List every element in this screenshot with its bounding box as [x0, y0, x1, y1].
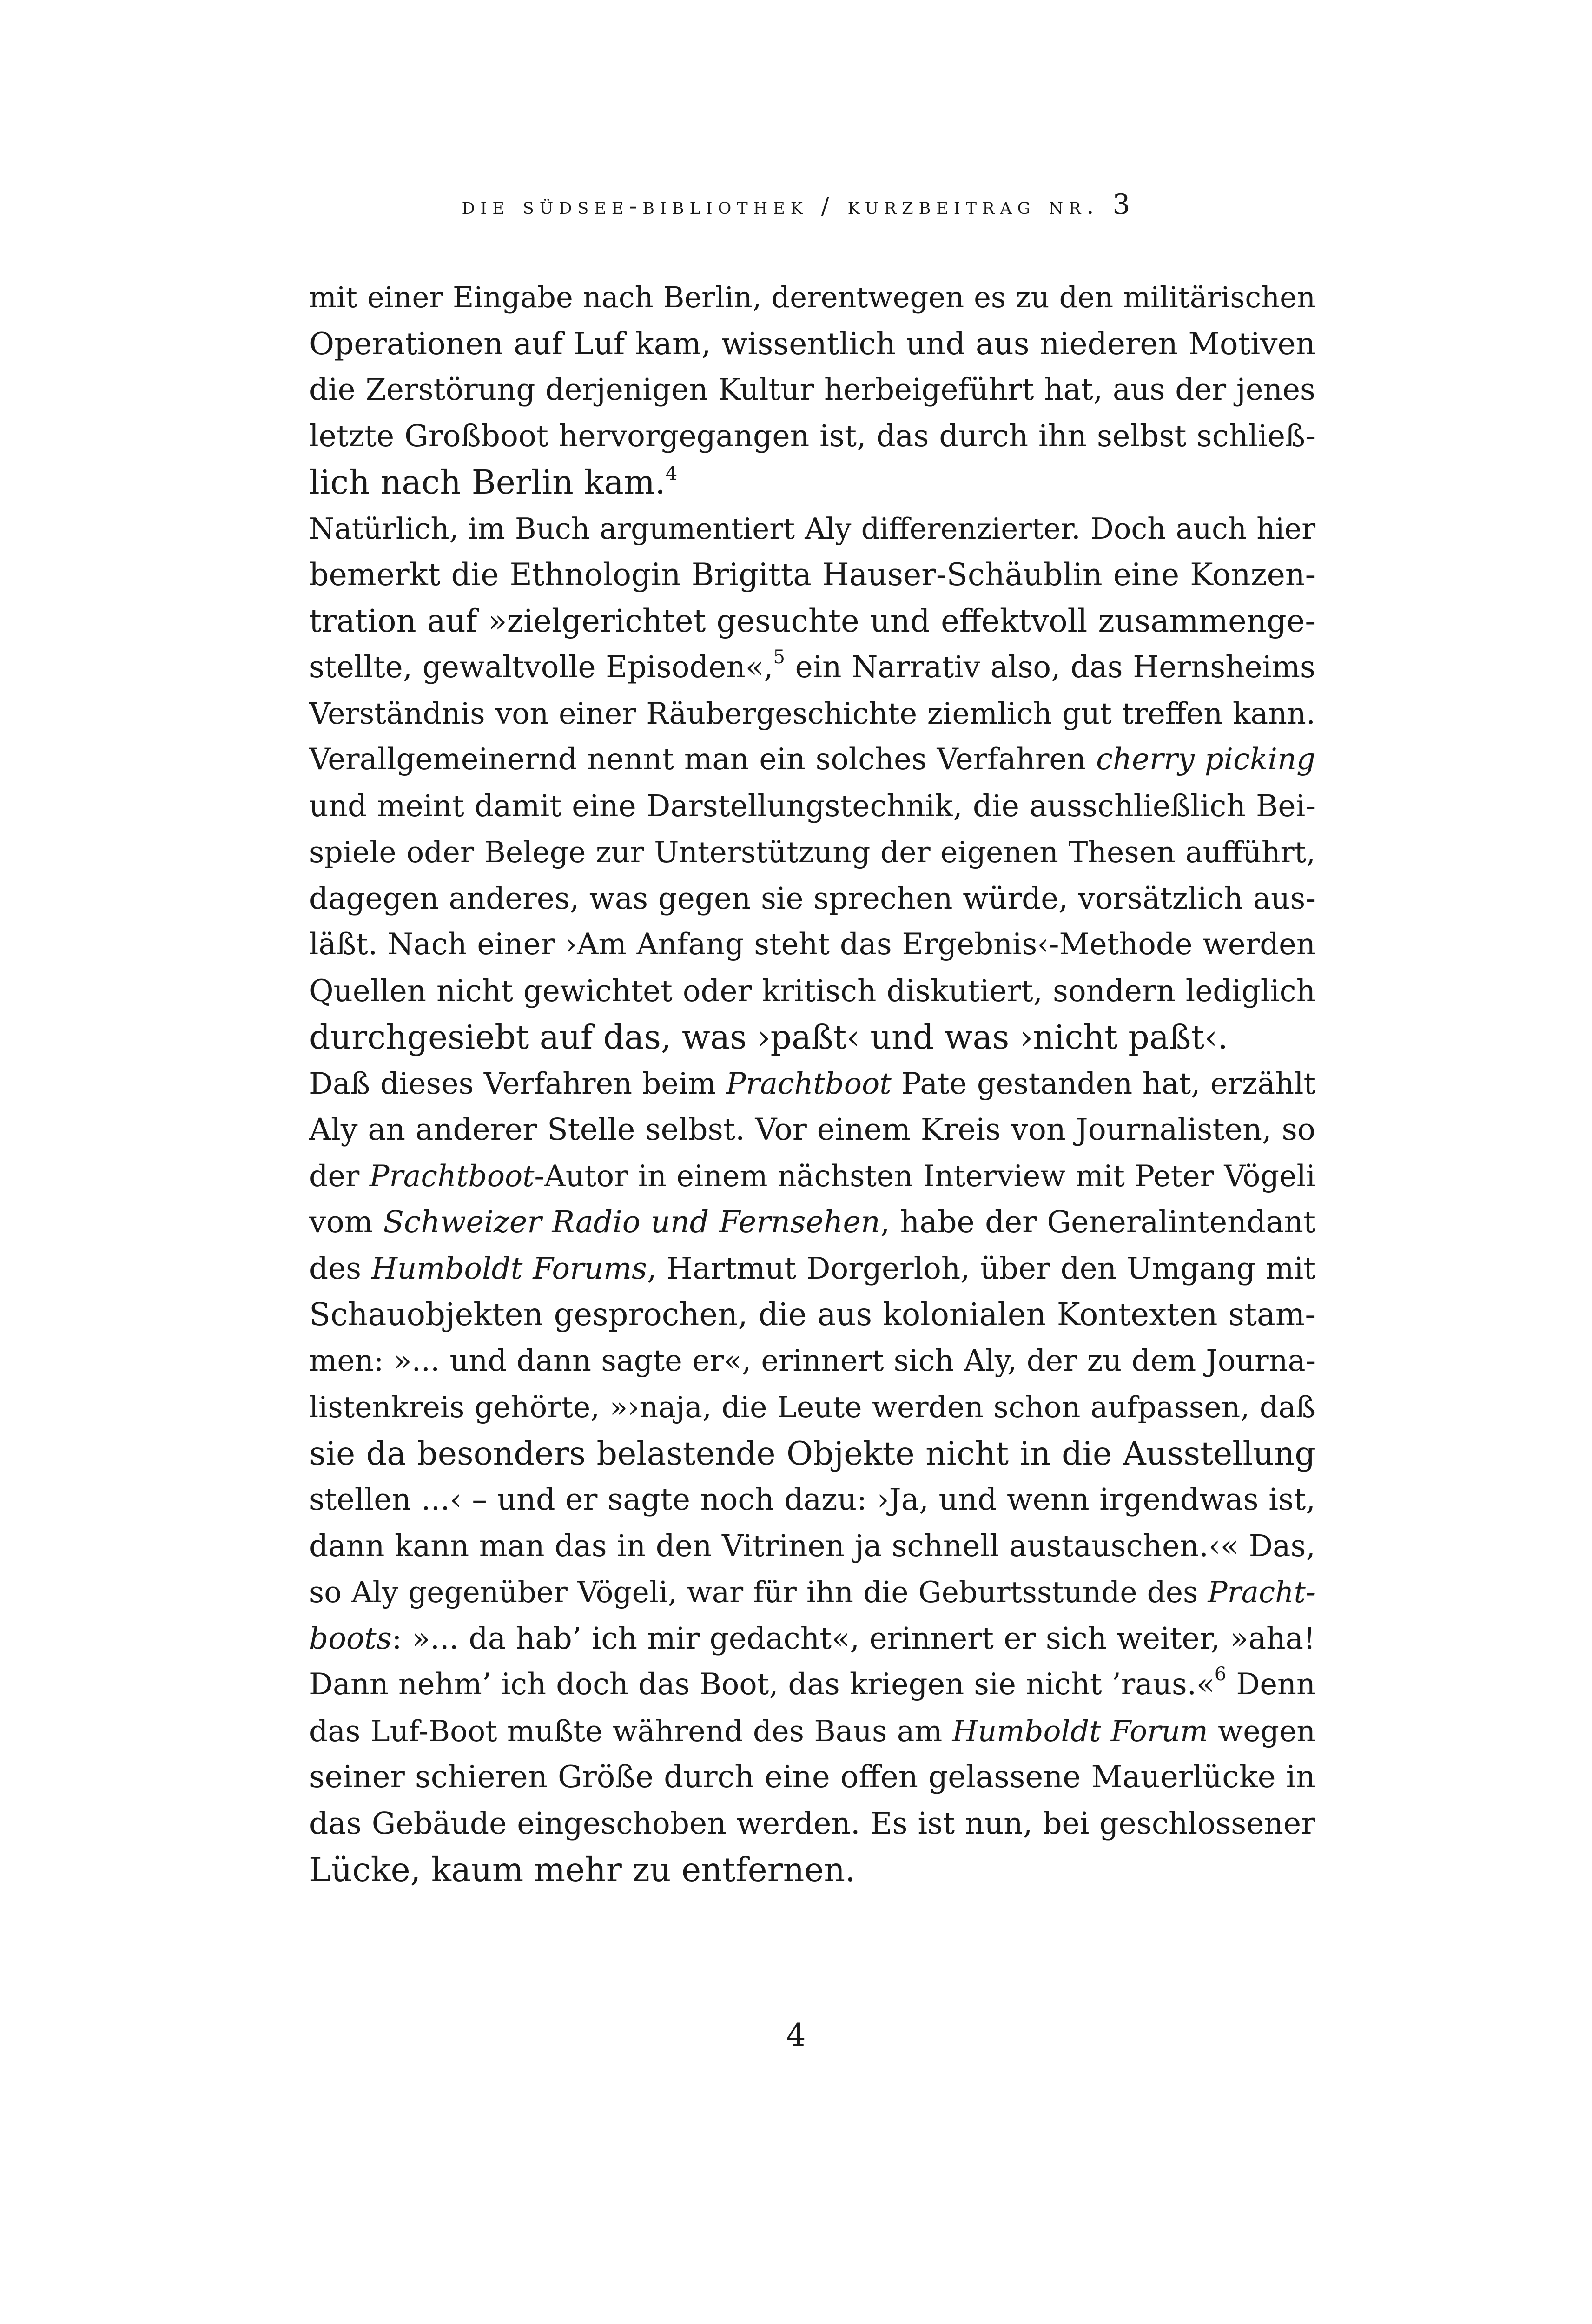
text-line [309, 1246, 1315, 1292]
text-line [309, 1616, 1315, 1662]
text-line: stellen ...‹ – und er sagte noch dazu: ›Ja, und wenn irgendwas ist, [309, 1482, 1315, 1517]
italic-title: Prachtboot [726, 1066, 892, 1101]
italic-title: Schweizer Radio und Fernsehen [383, 1205, 880, 1240]
text-line: listenkreis gehörte, »›naja, die Leute werden schon aufpassen, daß [309, 1390, 1315, 1424]
text-line [309, 1708, 1315, 1755]
text-line: die Zerstörung derjenigen Kultur herbeigeführt hat, aus der jenes [309, 372, 1315, 407]
text-line: Quellen nicht gewichtet oder kritisch diskutiert, sondern lediglich [309, 973, 1315, 1009]
text-line [309, 1199, 1315, 1246]
text-line: Operationen auf Luf kam, wissentlich und aus niederen Motiven [309, 325, 1315, 362]
running-head [0, 188, 1592, 221]
text-line [309, 1061, 1315, 1107]
text-segment: ein Narrativ also, das Hernsheims [785, 650, 1315, 685]
issue-label: kurzbeitrag nr. [847, 192, 1100, 219]
text-segment: , habe der Generalintendant [880, 1205, 1315, 1240]
text-line: men: »... und dann sagte er«, erinnert sich Aly, der zu dem Journa- [309, 1343, 1315, 1378]
text-line [309, 1153, 1315, 1200]
text-segment: vom [309, 1205, 373, 1240]
italic-title: Humboldt Forum [952, 1713, 1208, 1748]
text-segment: des [309, 1251, 362, 1286]
text-line: Natürlich, im Buch argumentiert Aly differenzierter. Doch auch hier [309, 511, 1315, 546]
italic-title: Prachtboot [369, 1158, 535, 1193]
text-segment: Verallgemeinernd nennt man ein solches Verfahren [309, 742, 1086, 777]
text-line: dann kann man das in den Vitrinen ja schnell austauschen.‹« Das, [309, 1528, 1315, 1564]
text-segment: wegen [1208, 1713, 1315, 1748]
text-line: mit einer Eingabe nach Berlin, derentwegen es zu den militärischen [309, 280, 1315, 314]
text-segment: stellte, gewaltvolle Episoden«, [309, 650, 773, 685]
text-segment: : »... da hab’ ich mir gedacht«, erinnert er sich weiter, »aha! [391, 1621, 1315, 1656]
italic-title: boots [309, 1621, 392, 1656]
series-title: die südsee-bibliothek [462, 192, 808, 219]
text-segment: Denn [1226, 1667, 1315, 1702]
text-segment: so Aly gegenüber Vögeli, war für ihn die Geburtsstunde des [309, 1575, 1198, 1609]
text-line: letzte Großboot hervorgegangen ist, das durch ihn selbst schließ- [309, 418, 1315, 454]
header-separator: / [821, 192, 835, 219]
text-line [309, 644, 1315, 691]
issue-number: 3 [1112, 188, 1130, 221]
text-segment: Daß dieses Verfahren beim [309, 1066, 716, 1101]
footnote-ref-5: 5 [773, 647, 785, 668]
text-line: durchgesiebt auf das, was ›paßt‹ und was ›nicht paßt‹. [309, 1018, 1228, 1056]
text-line: das Gebäude eingeschoben werden. Es ist nun, bei geschlossener [309, 1806, 1315, 1841]
page-number: 4 [786, 2017, 806, 2053]
italic-title: Humboldt Forums [371, 1251, 647, 1286]
text-line: und meint damit eine Darstellungstechnik, die ausschließlich Bei- [309, 788, 1315, 824]
italic-term: cherry picking [1096, 742, 1315, 777]
text-segment: -Autor in einem nächsten Interview mit Peter Vögeli [534, 1158, 1315, 1193]
text-line: tration auf »zielgerichtet gesuchte und effektvoll zusammenge- [309, 602, 1315, 639]
italic-title: Pracht- [1208, 1575, 1316, 1609]
text-line [309, 459, 1315, 506]
text-line: Lücke, kaum mehr zu entfernen. [309, 1850, 856, 1889]
text-segment: , Hartmut Dorgerloh, über den Umgang mit [647, 1251, 1316, 1286]
text-line: spiele oder Belege zur Unterstützung der eigenen Thesen aufführt, [309, 835, 1315, 869]
body-text [309, 274, 1315, 1893]
text-segment: Dann nehm’ ich doch das Boot, das kriegen sie nicht ’raus.« [309, 1667, 1215, 1702]
text-segment: Pate gestanden hat, erzählt [891, 1066, 1315, 1101]
text-line [309, 1662, 1315, 1708]
text-line [309, 737, 1315, 783]
text-line: bemerkt die Ethnologin Brigitta Hauser-Schäublin eine Konzen- [309, 556, 1315, 593]
text-line: dagegen anderes, was gegen sie sprechen würde, vorsätzlich aus- [309, 881, 1315, 916]
text-line [309, 1569, 1315, 1616]
text-segment: das Luf-Boot mußte während des Baus am [309, 1713, 943, 1748]
text-line: Schauobjekten gesprochen, die aus kolonialen Kontexten stam- [309, 1296, 1315, 1333]
text-line: sie da besonders belastende Objekte nicht in die Ausstellung [309, 1434, 1315, 1472]
text-line: seiner schieren Größe durch eine offen gelassene Mauerlücke in [309, 1759, 1315, 1795]
text-line: Verständnis von einer Räubergeschichte ziemlich gut treffen kann. [309, 696, 1315, 731]
footnote-ref-6: 6 [1214, 1664, 1227, 1685]
text-line: läßt. Nach einer ›Am Anfang steht das Ergebnis‹-Methode werden [309, 927, 1315, 962]
text-segment: der [309, 1158, 360, 1193]
text-segment: lich nach Berlin kam. [309, 463, 666, 502]
footnote-ref-4: 4 [665, 463, 678, 484]
text-line: Aly an anderer Stelle selbst. Vor einem Kreis von Journalisten, so [309, 1112, 1315, 1147]
